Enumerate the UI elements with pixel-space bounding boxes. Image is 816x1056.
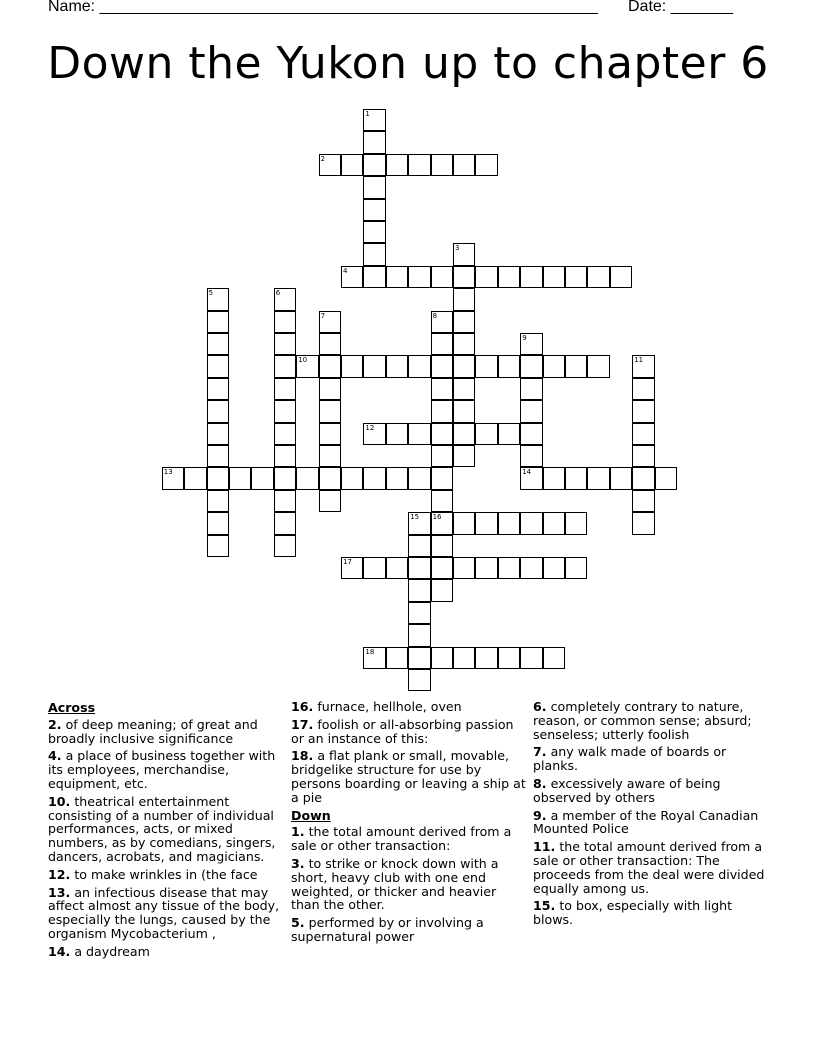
clue-across-18: 18. a flat plank or small, movable, bridgelike structure for use by persons boarding or leaving a ship at a pie	[291, 748, 526, 805]
grid-cell[interactable]	[207, 288, 229, 310]
grid-cell[interactable]	[363, 467, 385, 489]
grid-cell[interactable]	[319, 467, 341, 489]
grid-cell[interactable]	[408, 467, 430, 489]
grid-cell[interactable]	[363, 355, 385, 377]
grid-cell[interactable]	[207, 311, 229, 333]
grid-cell[interactable]	[341, 557, 363, 579]
clues-column-2	[291, 700, 527, 948]
grid-cell[interactable]	[319, 378, 341, 400]
grid-cell[interactable]	[363, 199, 385, 221]
clue-down-5: 5. performed by or involving a supernatural power	[291, 915, 484, 944]
grid-cell[interactable]	[431, 490, 453, 512]
grid-cell[interactable]	[498, 266, 520, 288]
grid-cell[interactable]	[587, 355, 609, 377]
grid-cell[interactable]	[319, 333, 341, 355]
grid-cell[interactable]	[408, 512, 430, 534]
grid-cell[interactable]	[453, 400, 475, 422]
grid-cell[interactable]	[632, 445, 654, 467]
grid-cell[interactable]	[632, 423, 654, 445]
clue-down-8: 8. excessively aware of being observed by others	[533, 775, 721, 805]
grid-cell[interactable]	[520, 467, 542, 489]
grid-cell[interactable]	[543, 557, 565, 579]
grid-cell[interactable]	[274, 423, 296, 445]
grid-cell[interactable]	[363, 109, 385, 131]
grid-cell[interactable]	[453, 512, 475, 534]
grid-cell[interactable]	[274, 445, 296, 467]
clue-across-17: 17. foolish or all-absorbing passion or an instance of this:	[291, 716, 514, 746]
grid-cell[interactable]	[431, 512, 453, 534]
grid-cell[interactable]	[207, 378, 229, 400]
grid-cell[interactable]	[587, 467, 609, 489]
grid-cell[interactable]	[543, 355, 565, 377]
grid-cell[interactable]	[274, 490, 296, 512]
grid-cell[interactable]	[453, 355, 475, 377]
grid-cell[interactable]	[162, 467, 184, 489]
clue-down-6: 6. completely contrary to nature, reason, or common sense; absurd; senseless; utterly foolish	[533, 699, 752, 742]
grid-cell[interactable]	[655, 467, 677, 489]
clue-down-11: 11. the total amount derived from a sale or other transaction: The proceeds from the deal were divided equally among us.	[533, 839, 765, 896]
grid-cell[interactable]	[431, 378, 453, 400]
cell-number: 5	[208, 289, 214, 298]
grid-cell[interactable]	[408, 624, 430, 646]
grid-cell[interactable]	[363, 243, 385, 265]
grid-cell[interactable]	[475, 266, 497, 288]
grid-cell[interactable]	[453, 423, 475, 445]
grid-cell[interactable]	[229, 467, 251, 489]
grid-cell[interactable]	[520, 266, 542, 288]
cell-number: 10	[298, 356, 308, 365]
clue-across-10: 10. theatrical entertainment consisting of a number of individual performances, acts, or mixed numbers, as by comedians, singers, dancers, acrobats, and magicians.	[48, 793, 276, 864]
grid-cell[interactable]	[632, 378, 654, 400]
clue-down-3: 3. to strike or knock down with a short, heavy club with one end weighted, or thicker and heavier than the other.	[291, 855, 499, 913]
down-heading: Down	[291, 807, 331, 823]
grid-cell[interactable]	[363, 176, 385, 198]
clue-across-2: 2. of deep meaning; of great and broadly inclusive significance	[48, 716, 258, 746]
cell-number: 12	[365, 423, 375, 432]
grid-cell[interactable]	[274, 288, 296, 310]
grid-cell[interactable]	[543, 647, 565, 669]
grid-cell[interactable]	[274, 355, 296, 377]
grid-cell[interactable]	[520, 647, 542, 669]
grid-cell[interactable]	[363, 154, 385, 176]
grid-cell[interactable]	[520, 355, 542, 377]
clue-across-4: 4. a place of business together with its employees, merchandise, equipment, etc.	[48, 748, 276, 791]
grid-cell[interactable]	[274, 535, 296, 557]
grid-cell[interactable]	[453, 288, 475, 310]
grid-cell[interactable]	[363, 647, 385, 669]
cell-number: 4	[343, 266, 348, 275]
grid-cell[interactable]	[251, 467, 273, 489]
grid-cell[interactable]	[363, 131, 385, 153]
cell-number: 11	[634, 356, 644, 365]
cell-number: 15	[410, 513, 420, 522]
grid-cell[interactable]	[453, 311, 475, 333]
grid-cell[interactable]	[565, 355, 587, 377]
grid-cell[interactable]	[274, 311, 296, 333]
clue-down-1: 1. the total amount derived from a sale or other transaction:	[291, 824, 512, 854]
grid-cell[interactable]	[207, 400, 229, 422]
grid-cell[interactable]	[565, 266, 587, 288]
grid-cell[interactable]	[431, 355, 453, 377]
cell-number: 17	[343, 558, 352, 566]
grid-cell[interactable]	[319, 490, 341, 512]
grid-cell[interactable]	[431, 579, 453, 601]
grid-cell[interactable]	[431, 311, 453, 333]
grid-cell[interactable]	[207, 333, 229, 355]
grid-cell[interactable]	[386, 266, 408, 288]
cell-number: 9	[522, 334, 527, 342]
grid-cell[interactable]	[207, 467, 229, 489]
grid-cell[interactable]	[453, 557, 475, 579]
cell-number: 8	[432, 311, 438, 320]
grid-cell[interactable]	[565, 467, 587, 489]
grid-cell[interactable]	[453, 378, 475, 400]
cell-number: 6	[275, 289, 281, 298]
grid-cell[interactable]	[475, 355, 497, 377]
clue-across-13: 13. an infectious disease that may affect almost any tissue of the body, especially the lungs, caused by the organism Mycobacterium ,	[48, 884, 280, 941]
grid-cell[interactable]	[207, 490, 229, 512]
grid-cell[interactable]	[632, 400, 654, 422]
grid-cell[interactable]	[408, 557, 430, 579]
clue-across-12: 12. to make wrinkles in (the face	[48, 866, 258, 882]
grid-cell[interactable]	[408, 669, 430, 691]
cell-number: 16	[432, 513, 442, 522]
grid-cell[interactable]	[431, 647, 453, 669]
grid-cell[interactable]	[520, 378, 542, 400]
grid-cell[interactable]	[431, 535, 453, 557]
grid-cell[interactable]	[319, 400, 341, 422]
clue-across-14: 14. a daydream	[48, 943, 150, 959]
grid-cell[interactable]	[274, 333, 296, 355]
clue-down-9: 9. a member of the Royal Canadian Mounted Police	[533, 807, 759, 837]
grid-cell[interactable]	[341, 467, 363, 489]
grid-cell[interactable]	[475, 557, 497, 579]
grid-cell[interactable]	[453, 154, 475, 176]
grid-cell[interactable]	[207, 512, 229, 534]
grid-cell[interactable]	[520, 512, 542, 534]
across-heading: Across	[48, 700, 96, 715]
clue-across-16: 16. furnace, hellhole, oven	[291, 699, 462, 714]
grid-cell[interactable]	[319, 154, 341, 176]
cell-number: 2	[320, 154, 326, 163]
grid-cell[interactable]	[498, 512, 520, 534]
grid-cell[interactable]	[274, 400, 296, 422]
grid-cell[interactable]	[453, 647, 475, 669]
grid-cell[interactable]	[431, 445, 453, 467]
grid-cell[interactable]	[296, 355, 318, 377]
grid-cell[interactable]	[453, 243, 475, 265]
grid-cell[interactable]	[543, 467, 565, 489]
grid-cell[interactable]	[386, 557, 408, 579]
grid-cell[interactable]	[498, 557, 520, 579]
grid-cell[interactable]	[408, 579, 430, 601]
grid-cell[interactable]	[386, 423, 408, 445]
grid-cell[interactable]	[498, 647, 520, 669]
grid-cell[interactable]	[408, 535, 430, 557]
grid-cell[interactable]	[408, 355, 430, 377]
cell-number: 14	[522, 468, 532, 477]
grid-cell[interactable]	[363, 221, 385, 243]
grid-cell[interactable]	[498, 355, 520, 377]
grid-cell[interactable]	[408, 154, 430, 176]
page-title: Down the Yukon up to chapter 6	[47, 38, 769, 89]
grid-cell[interactable]	[543, 512, 565, 534]
grid-cell[interactable]	[408, 647, 430, 669]
grid-cell[interactable]	[431, 467, 453, 489]
grid-cell[interactable]	[207, 423, 229, 445]
grid-cell[interactable]	[207, 355, 229, 377]
grid-cell[interactable]	[184, 467, 206, 489]
grid-cell[interactable]	[386, 467, 408, 489]
grid-cell[interactable]	[475, 154, 497, 176]
grid-cell[interactable]	[543, 266, 565, 288]
grid-cell[interactable]	[408, 423, 430, 445]
grid-cell[interactable]	[498, 423, 520, 445]
grid-cell[interactable]	[431, 557, 453, 579]
grid-cell[interactable]	[520, 400, 542, 422]
grid-cell[interactable]	[632, 512, 654, 534]
clue-down-7: 7. any walk made of boards or planks.	[533, 744, 727, 774]
cell-number: 1	[365, 110, 370, 118]
grid-cell[interactable]	[207, 535, 229, 557]
grid-cell[interactable]	[565, 557, 587, 579]
grid-cell[interactable]	[363, 266, 385, 288]
grid-cell[interactable]	[431, 333, 453, 355]
grid-cell[interactable]	[610, 266, 632, 288]
cell-number: 18	[365, 647, 375, 656]
grid-cell[interactable]	[632, 355, 654, 377]
grid-cell[interactable]	[431, 266, 453, 288]
grid-cell[interactable]	[386, 355, 408, 377]
grid-cell[interactable]	[319, 423, 341, 445]
grid-cell[interactable]	[341, 355, 363, 377]
grid-cell[interactable]	[520, 445, 542, 467]
date-field: Date: _______	[628, 0, 733, 15]
grid-cell[interactable]	[475, 423, 497, 445]
grid-cell[interactable]	[431, 154, 453, 176]
grid-cell[interactable]	[408, 602, 430, 624]
grid-cell[interactable]	[632, 490, 654, 512]
cell-number: 7	[320, 311, 326, 320]
grid-cell[interactable]	[453, 445, 475, 467]
grid-cell[interactable]	[386, 647, 408, 669]
cell-number: 13	[163, 468, 173, 477]
grid-cell[interactable]	[610, 467, 632, 489]
grid-cell[interactable]	[296, 467, 318, 489]
cell-number: 3	[455, 244, 460, 253]
grid-cell[interactable]	[520, 557, 542, 579]
grid-cell[interactable]	[341, 154, 363, 176]
grid-cell[interactable]	[408, 266, 430, 288]
grid-cell[interactable]	[274, 512, 296, 534]
grid-cell[interactable]	[207, 445, 229, 467]
name-field: Name: ________________________________________________________	[48, 0, 598, 15]
clue-down-15: 15. to box, especially with light blows.	[533, 898, 733, 928]
grid-cell[interactable]	[520, 333, 542, 355]
grid-cell[interactable]	[475, 512, 497, 534]
grid-cell[interactable]	[431, 400, 453, 422]
grid-cell[interactable]	[520, 423, 542, 445]
grid-cell[interactable]	[632, 467, 654, 489]
grid-cell[interactable]	[319, 445, 341, 467]
grid-cell[interactable]	[319, 311, 341, 333]
clues-column-3	[533, 700, 769, 931]
grid-cell[interactable]	[475, 647, 497, 669]
grid-cell[interactable]	[274, 378, 296, 400]
grid-cell[interactable]	[565, 512, 587, 534]
grid-cell[interactable]	[274, 467, 296, 489]
grid-cell[interactable]	[363, 557, 385, 579]
grid-cell[interactable]	[319, 355, 341, 377]
grid-cell[interactable]	[431, 423, 453, 445]
grid-cell[interactable]	[453, 266, 475, 288]
grid-cell[interactable]	[453, 333, 475, 355]
grid-cell[interactable]	[587, 266, 609, 288]
grid-cell[interactable]	[363, 423, 385, 445]
clues-column-1	[48, 700, 284, 963]
grid-cell[interactable]	[341, 266, 363, 288]
grid-cell[interactable]	[386, 154, 408, 176]
